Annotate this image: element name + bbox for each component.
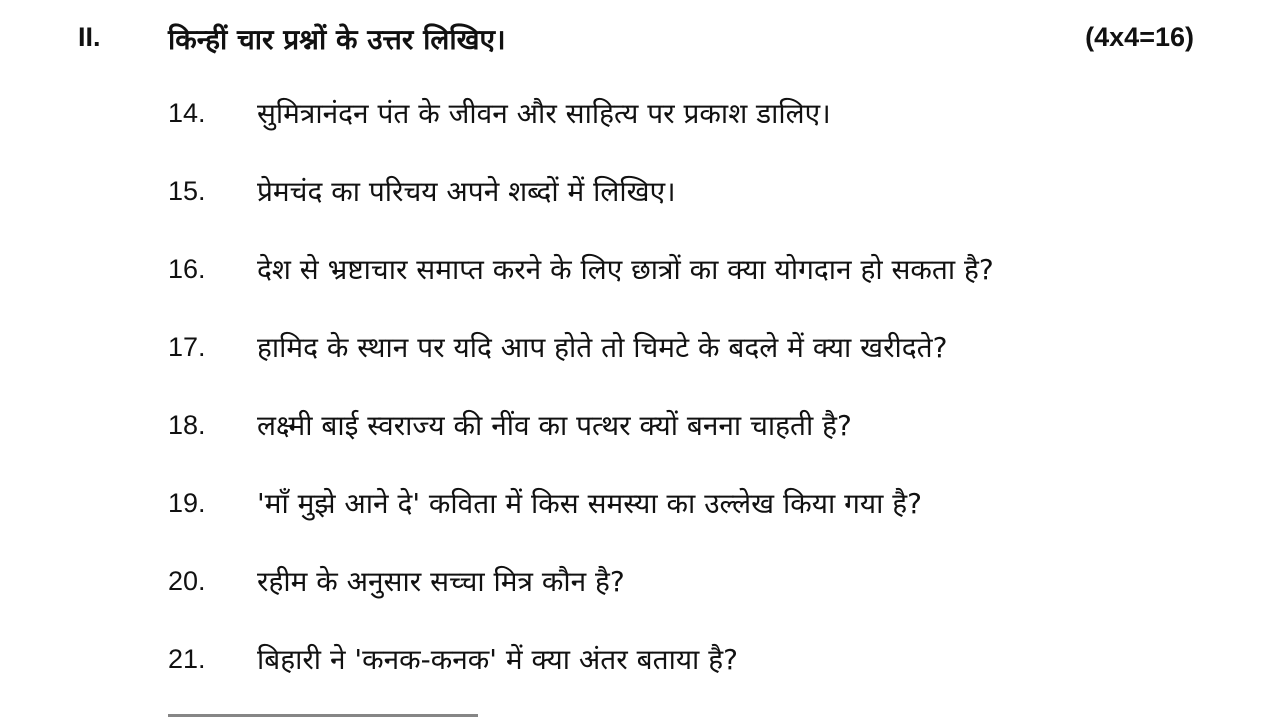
question-number: 20. [168, 566, 206, 596]
section-header [0, 18, 1280, 62]
question-item [0, 172, 1280, 250]
question-number: 19. [168, 488, 206, 518]
question-text: सुमित्रानंदन पंत के जीवन और साहित्य पर प्रकाश डालिए। [257, 97, 831, 130]
question-number: 21. [168, 644, 206, 674]
question-number: 17. [168, 332, 206, 362]
question-item [0, 94, 1280, 172]
question-item [0, 562, 1280, 640]
question-number: 14. [168, 98, 206, 128]
question-item [0, 640, 1280, 718]
question-text: बिहारी ने 'कनक-कनक' में क्या अंतर बताया है? [257, 643, 738, 676]
question-number: 16. [168, 254, 206, 284]
section-number: II. [78, 22, 101, 52]
question-number: 15. [168, 176, 206, 206]
question-text: लक्ष्मी बाई स्वराज्य की नींव का पत्थर क्यों बनना चाहती है? [257, 409, 852, 442]
question-item [0, 406, 1280, 484]
section-marks: (4x4=16) [1085, 22, 1194, 52]
question-text: रहीम के अनुसार सच्चा मित्र कौन है? [257, 565, 625, 598]
cut-off-text-fragment [168, 714, 478, 720]
question-item [0, 484, 1280, 562]
question-text: 'माँ मुझे आने दे' कविता में किस समस्या का उल्लेख किया गया है? [257, 487, 923, 520]
question-item [0, 328, 1280, 406]
question-text: प्रेमचंद का परिचय अपने शब्दों में लिखिए। [257, 175, 676, 208]
question-text: हामिद के स्थान पर यदि आप होते तो चिमटे के बदले में क्या खरीदते? [257, 331, 948, 364]
question-list [0, 94, 1280, 718]
question-number: 18. [168, 410, 206, 440]
section-instruction: किन्हीं चार प्रश्नों के उत्तर लिखिए। [168, 23, 506, 56]
question-item [0, 250, 1280, 328]
question-text: देश से भ्रष्टाचार समाप्त करने के लिए छात्रों का क्या योगदान हो सकता है? [257, 253, 994, 286]
cut-off-next-question [0, 708, 1280, 720]
